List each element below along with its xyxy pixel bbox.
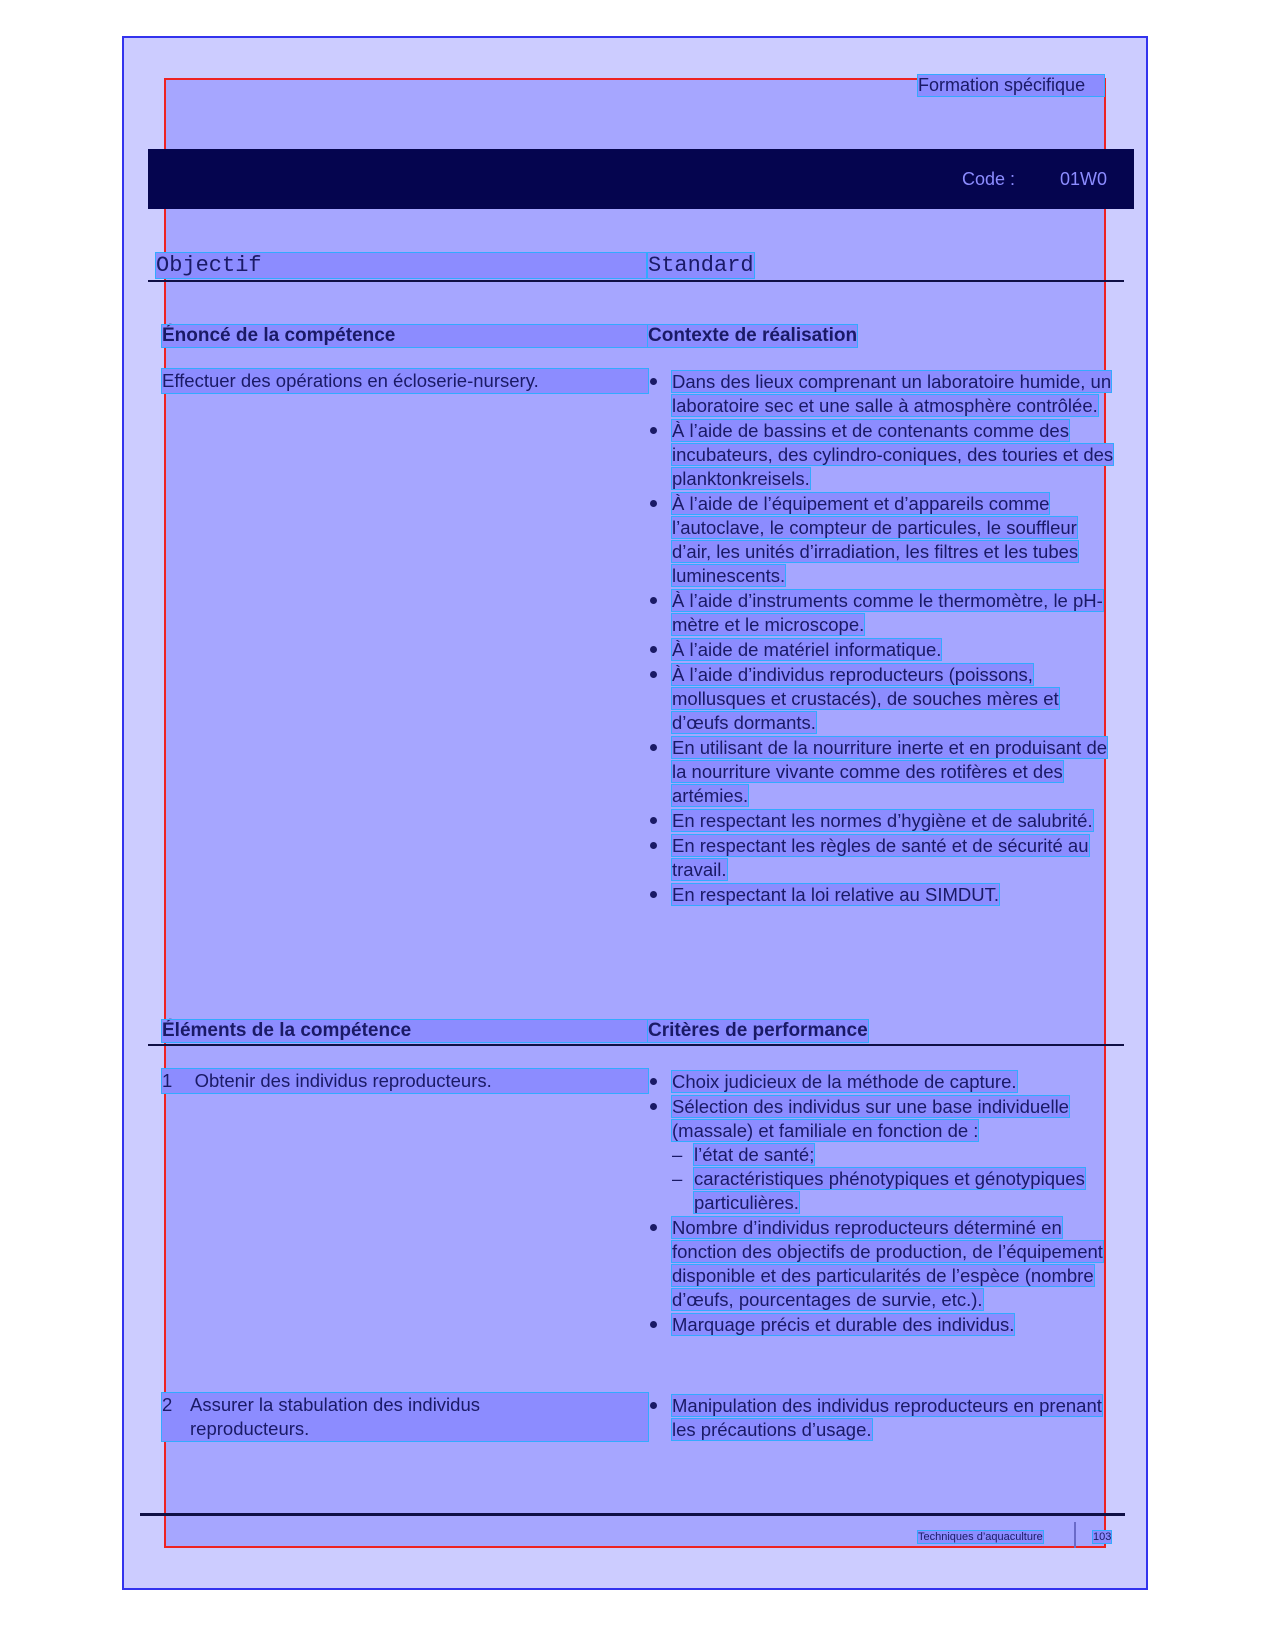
sub-item: – l’état de santé; bbox=[672, 1143, 1120, 1167]
list-item: En utilisant de la nourriture inerte et en produisant de la nourriture vivante comme des rotifères et des artémies. bbox=[650, 736, 1120, 808]
footer-divider bbox=[1074, 1522, 1076, 1548]
list-item: À l’aide d’instruments comme le thermomètre, le pH-mètre et le microscope. bbox=[650, 589, 1120, 637]
heading-contexte: Contexte de réalisation bbox=[648, 325, 858, 346]
element-number: 2 bbox=[162, 1394, 173, 1415]
heading-enonce: Énoncé de la compétence bbox=[162, 325, 648, 347]
element-number: 1 bbox=[162, 1070, 173, 1091]
enonce-text: Effectuer des opérations en écloserie-nursery. bbox=[162, 369, 648, 393]
code-value: 01W0 bbox=[1060, 169, 1108, 189]
list-item: Marquage précis et durable des individus. bbox=[650, 1313, 1120, 1337]
footer-rule bbox=[140, 1513, 1125, 1516]
standard-label: Standard bbox=[648, 253, 754, 278]
footer-page-number: 103 bbox=[1093, 1531, 1112, 1543]
code-banner bbox=[148, 149, 1134, 209]
list-item: À l’aide d’individus reproducteurs (poissons, mollusques et crustacés), de souches mères et d’œufs dormants. bbox=[650, 663, 1120, 735]
element-2 bbox=[162, 1393, 648, 1441]
list-item: Choix judicieux de la méthode de capture. bbox=[650, 1070, 1120, 1094]
divider-middle bbox=[148, 1044, 1124, 1046]
element-text: Obtenir des individus reproducteurs. bbox=[194, 1070, 492, 1091]
list-item: Sélection des individus sur une base individuelle (massale) et familiale en fonction de : – l’état de santé; – caractéristiques phénotypiques et génotypiques particulières. bbox=[650, 1095, 1120, 1215]
criteres-list-2 bbox=[650, 1394, 1120, 1443]
footer-program: Techniques d’aquaculture bbox=[918, 1531, 1043, 1543]
list-item: Manipulation des individus reproducteurs en prenant les précautions d’usage. bbox=[650, 1394, 1120, 1442]
contexte-list bbox=[650, 370, 1120, 908]
divider-top bbox=[148, 280, 1124, 282]
heading-elements: Éléments de la compétence bbox=[162, 1020, 648, 1042]
sub-item: – caractéristiques phénotypiques et génotypiques particulières. bbox=[672, 1167, 1120, 1215]
code-label: Code : bbox=[962, 169, 1016, 189]
list-item: En respectant les règles de santé et de sécurité au travail. bbox=[650, 834, 1120, 882]
objectif-label: Objectif bbox=[156, 253, 646, 278]
list-item: À l’aide de matériel informatique. bbox=[650, 638, 1120, 662]
criteres-list-1 bbox=[650, 1070, 1120, 1338]
list-item: En respectant les normes d’hygiène et de salubrité. bbox=[650, 809, 1120, 833]
list-item: En respectant la loi relative au SIMDUT. bbox=[650, 883, 1120, 907]
list-item: À l’aide de bassins et de contenants comme des incubateurs, des cylindro-coniques, des touries et des planktonkreisels. bbox=[650, 419, 1120, 491]
heading-criteres: Critères de performance bbox=[648, 1020, 868, 1041]
list-item: Dans des lieux comprenant un laboratoire humide, un laboratoire sec et une salle à atmosphère contrôlée. bbox=[650, 370, 1120, 418]
element-text: Assurer la stabulation des individus reproducteurs. bbox=[190, 1394, 480, 1439]
section-label: Formation spécifique bbox=[918, 75, 1104, 96]
list-item: Nombre d’individus reproducteurs déterminé en fonction des objectifs de production, de l’équipement disponible et des particularités de l’espèce (nombre d’œufs, pourcentages de survie, etc.). bbox=[650, 1216, 1120, 1312]
list-item: À l’aide de l’équipement et d’appareils comme l’autoclave, le compteur de particules, le souffleur d’air, les unités d’irradiation, les filtres et les tubes luminescents. bbox=[650, 492, 1120, 588]
element-1 bbox=[162, 1069, 648, 1093]
